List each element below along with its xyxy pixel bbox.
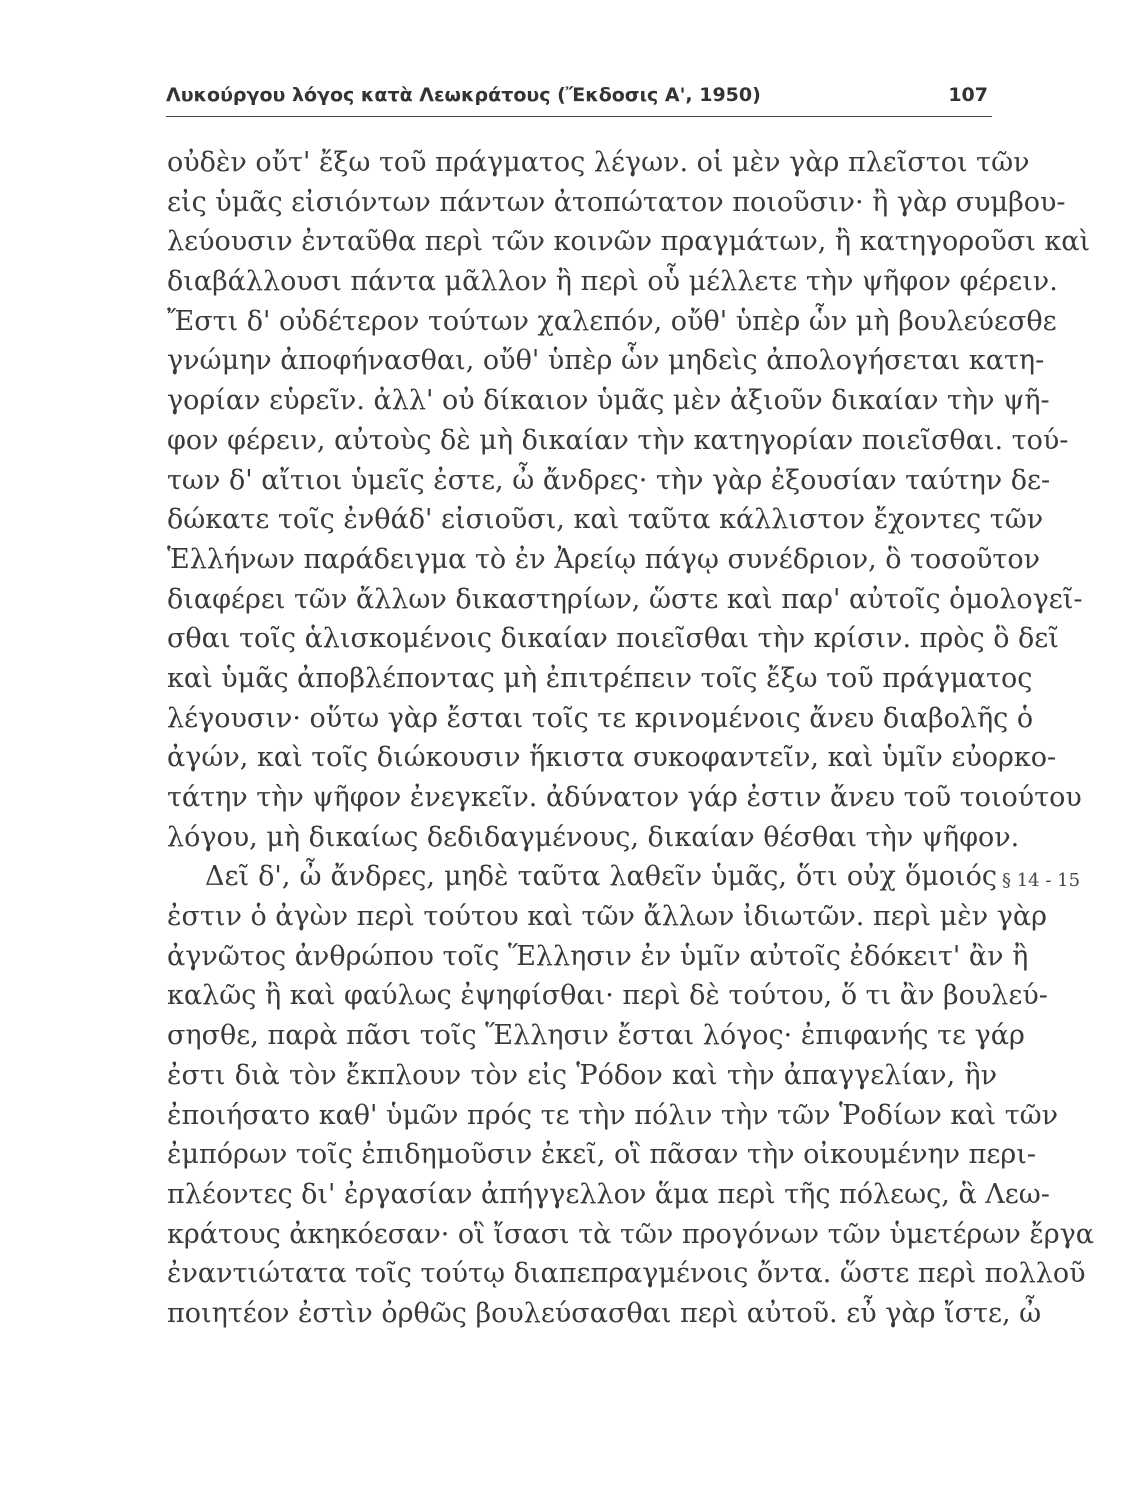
text-line: δώκατε τοῖς ἐνθάδ' εἰσιοῦσι, καὶ ταῦτα κάλλιστον ἔχοντες τῶν (167, 504, 1044, 536)
text-line: λόγου, μὴ δικαίως δεδιδαγμένους, δικαίαν θέσθαι τὴν ψῆφον. (167, 821, 1020, 853)
paragraph-start-line: Δεῖ δ', ὦ ἄνδρες, μηδὲ ταῦτα λαθεῖν ὑμᾶς, ὅτι οὐχ ὅμοιός (205, 861, 997, 893)
text-line: σησθε, παρὰ πᾶσι τοῖς Ἕλλησιν ἔσται λόγος· ἐπιφανής τε γάρ (167, 1020, 1025, 1052)
text-line: πλέοντες δι' ἐργασίαν ἀπήγγελλον ἅμα περὶ τῆς πόλεως, ἃ Λεω- (167, 1178, 1050, 1210)
text-line: ἐποιήσατο καθ' ὑμῶν πρός τε τὴν πόλιν τὴν τῶν Ῥοδίων καὶ τῶν (167, 1099, 1059, 1131)
text-line: Ἔστι δ' οὐδέτερον τούτων χαλεπόν, οὔθ' ὑπὲρ ὧν μὴ βουλεύεσθε (167, 305, 1057, 337)
text-line: ἀγνῶτος ἀνθρώπου τοῖς Ἕλλησιν ἐν ὑμῖν αὐτοῖς ἐδόκειτ' ἂν ἢ (167, 940, 1029, 972)
text-line: ἐναντιώτατα τοῖς τούτῳ διαπεπραγμένοις ὄντα. ὥστε περὶ πολλοῦ (167, 1258, 1086, 1290)
text-line: σθαι τοῖς ἁλισκομένοις δικαίαν ποιεῖσθαι τὴν κρίσιν. πρὸς ὃ δεῖ (167, 623, 1059, 655)
text-line: των δ' αἴτιοι ὑμεῖς ἐστε, ὦ ἄνδρες· τὴν γὰρ ἐξουσίαν ταύτην δε- (167, 464, 1051, 496)
text-line: γνώμην ἀποφήνασθαι, οὔθ' ὑπὲρ ὧν μηδεὶς ἀπολογήσεται κατη- (167, 345, 1045, 377)
text-line: διαβάλλουσι πάντα μᾶλλον ἢ περὶ οὗ μέλλετε τὴν ψῆφον φέρειν. (167, 266, 1058, 298)
running-header (166, 80, 992, 117)
text-line: λέγουσιν· οὕτω γὰρ ἔσται τοῖς τε κρινομένοις ἄνευ διαβολῆς ὁ (167, 702, 1034, 734)
text-line: διαφέρει τῶν ἄλλων δικαστηρίων, ὥστε καὶ παρ' αὐτοῖς ὁμολογεῖ- (167, 583, 1083, 615)
text-line: λεύουσιν ἐνταῦθα περὶ τῶν κοινῶν πραγμάτων, ἢ κατηγοροῦσι καὶ (167, 226, 1091, 258)
text-line: ποιητέον ἐστὶν ὀρθῶς βουλεύσασθαι περὶ αὐτοῦ. εὖ γὰρ ἴστε, ὦ (167, 1297, 1042, 1329)
text-line: ἀγών, καὶ τοῖς διώκουσιν ἥκιστα συκοφαντεῖν, καὶ ὑμῖν εὐορκο- (167, 742, 1057, 774)
text-line: κράτους ἀκηκόεσαν· οἳ ἴσασι τὰ τῶν προγόνων τῶν ὑμετέρων ἔργα (167, 1218, 1095, 1250)
text-line: ἐμπόρων τοῖς ἐπιδημοῦσιν ἐκεῖ, οἳ πᾶσαν τὴν οἰκουμένην περι- (167, 1139, 1036, 1171)
page-number: 107 (948, 84, 988, 106)
text-line: φον φέρειν, αὐτοὺς δὲ μὴ δικαίαν τὴν κατηγορίαν ποιεῖσθαι. τού- (167, 424, 1069, 456)
text-line: καὶ ὑμᾶς ἀποβλέποντας μὴ ἐπιτρέπειν τοῖς ἔξω τοῦ πράγματος (167, 662, 1033, 694)
header-title: Λυκούργου λόγος κατὰ Λεωκράτους (Ἔκδοσις Α', 1950) (166, 84, 761, 106)
text-line: γορίαν εὑρεῖν. ἀλλ' οὐ δίκαιον ὑμᾶς μὲν ἀξιοῦν δικαίαν τὴν ψῆ- (167, 385, 1050, 417)
margin-section-reference: § 14 - 15 (1002, 870, 1081, 891)
text-line: ἐστι διὰ τὸν ἔκπλουν τὸν εἰς Ῥόδον καὶ τὴν ἀπαγγελίαν, ἣν (167, 1059, 997, 1091)
text-line: Ἑλλήνων παράδειγμα τὸ ἐν Ἀρείῳ πάγῳ συνέδριον, ὃ τοσοῦτον (167, 543, 1041, 575)
text-line: τάτην τὴν ψῆφον ἐνεγκεῖν. ἀδύνατον γάρ ἐστιν ἄνευ τοῦ τοιούτου (167, 782, 1082, 813)
text-line: ἐστιν ὁ ἀγὼν περὶ τούτου καὶ τῶν ἄλλων ἰδιωτῶν. περὶ μὲν γὰρ (167, 901, 1047, 933)
text-line: εἰς ὑμᾶς εἰσιόντων πάντων ἀτοπώτατον ποιοῦσιν· ἢ γὰρ συμβου- (167, 186, 1066, 218)
text-line: καλῶς ἢ καὶ φαύλως ἐψηφίσθαι· περὶ δὲ τούτου, ὅ τι ἂν βουλεύ- (167, 980, 1048, 1012)
text-line: οὐδὲν οὔτ' ἔξω τοῦ πράγματος λέγων. οἱ μὲν γὰρ πλεῖστοι τῶν (167, 147, 1030, 178)
